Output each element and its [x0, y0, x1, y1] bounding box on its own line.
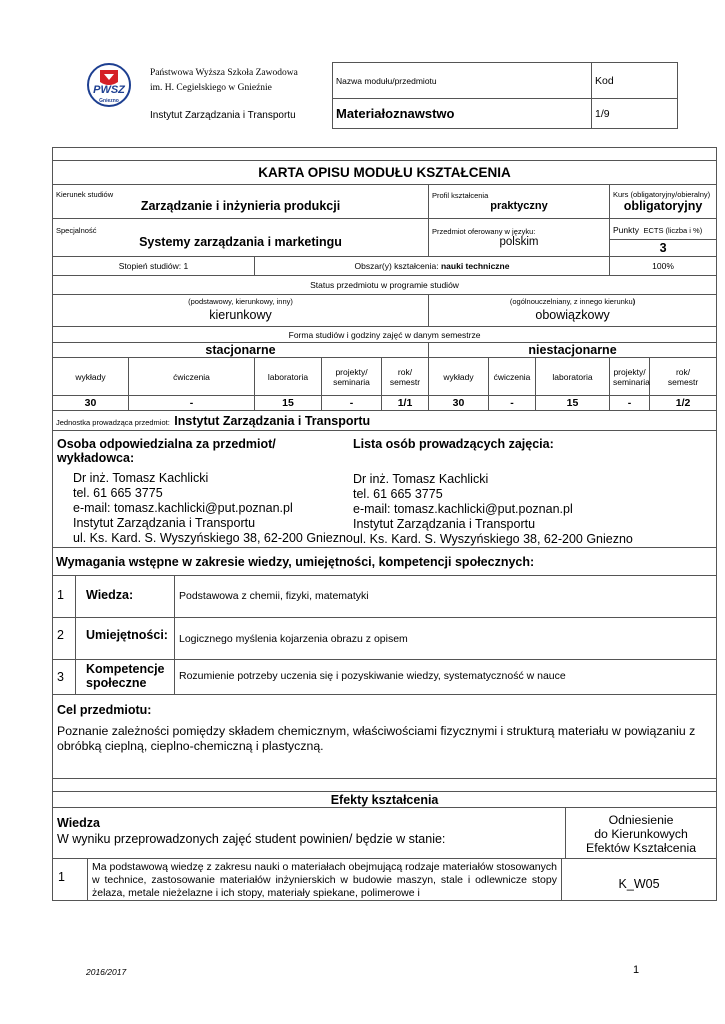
effect-number: 1	[53, 859, 88, 900]
requirement-text: Rozumienie potrzeby uczenia się i pozyskiwanie wiedzy, systematyczność w nauce	[179, 670, 566, 682]
teacher-line: Instytut Zarządzania i Transportu	[353, 517, 536, 531]
profile-value: praktyczny	[490, 200, 548, 212]
responsible-line: ul. Ks. Kard. S. Wyszyńskiego 38, 62-200 Gniezno	[73, 531, 353, 545]
profile-label: Profil kształcenia	[432, 191, 489, 200]
col-exercises-st: ćwiczenia	[129, 358, 255, 396]
module-card-table	[52, 147, 717, 901]
hours-year-nst: 1/2	[650, 396, 717, 411]
effect-row-1	[53, 859, 717, 901]
requirement-row-2	[53, 618, 717, 660]
status-right-cell	[429, 295, 717, 327]
responsible-line: Instytut Zarządzania i Transportu	[73, 516, 256, 530]
logo-subtext: Gniezno	[99, 98, 119, 104]
code-label: Kod	[592, 63, 678, 99]
responsible-title-line2: wykładowca:	[57, 451, 135, 465]
hours-lectures-st: 30	[53, 396, 129, 411]
status-left-cell	[53, 295, 429, 327]
goal-title: Cel przedmiotu:	[57, 703, 152, 717]
col-exercises-nst: ćwiczenia	[489, 358, 536, 396]
col-lectures-nst: wykłady	[429, 358, 489, 396]
hours-exercises-nst: -	[489, 396, 536, 411]
status-right-value: obowiązkowy	[535, 308, 610, 322]
course-type-value: obligatoryjny	[623, 199, 703, 213]
effect-reference: K_W05	[618, 877, 660, 891]
col-year-st: rok/ semestr	[382, 358, 429, 396]
col-projects-st: projekty/ seminaria	[322, 358, 382, 396]
area-cell	[255, 257, 610, 276]
reference-line: do Kierunkowych	[594, 827, 688, 841]
knowledge-header-row	[53, 808, 717, 859]
effect-text: Ma podstawową wiedzę z zakresu nauki o materiałach obejmującą rodzaje materiałów stosowanych w technice, zastosowanie materiałów inżynierskich w budowie maszyn, stale i odlewnicze stopy żelaza, metale nieżelazne i ich stopy, materiały spiekane, polimerowe i	[88, 859, 562, 900]
school-name-line2: im. H. Cegielskiego w Gnieźnie	[150, 83, 272, 93]
knowledge-title: Wiedza	[57, 816, 100, 830]
requirement-label-block	[76, 660, 175, 694]
ects-cell	[610, 219, 717, 257]
knowledge-sub: W wyniku przeprowadzonych zajęć student powinien/ będzie w stanie:	[57, 832, 446, 846]
footer-year: 2016/2017	[86, 967, 127, 977]
responsible-person-block	[57, 437, 353, 547]
requirement-row-3	[53, 660, 717, 695]
ects-label: Punkty	[613, 225, 639, 235]
module-header-table	[332, 62, 678, 129]
requirement-label: Umiejętności:	[76, 618, 175, 659]
requirement-number: 3	[53, 660, 76, 694]
language-cell	[429, 219, 610, 257]
course-type-label: Kurs (obligatoryjny/obieralny)	[613, 190, 711, 199]
degree-label: Stopień studiów: 1	[53, 257, 255, 276]
requirement-number: 2	[53, 618, 76, 659]
course-type-cell	[610, 185, 717, 219]
card-title: KARTA OPISU MODUŁU KSZTAŁCENIA	[53, 161, 717, 185]
goal-text: Poznanie zależności pomiędzy składem chemicznym, właściwościami fizycznymi i strukturą materiału w powiązaniu z obróbką cieplną, cieplno-chemiczną i plastyczną.	[57, 724, 696, 753]
teachers-title: Lista osób prowadzących zajęcia:	[353, 437, 554, 451]
field-of-study-cell	[53, 185, 429, 219]
responsible-line: Dr inż. Tomasz Kachlicki	[73, 471, 209, 485]
profile-cell	[429, 185, 610, 219]
reference-line: Efektów Kształcenia	[586, 841, 697, 855]
nonstationary-header: niestacjonarne	[429, 343, 717, 358]
field-of-study-label: Kierunek studiów	[56, 190, 114, 199]
specialty-label: Specjalność	[56, 226, 97, 235]
requirements-title: Wymagania wstępne w zakresie wiedzy, umiejętności, kompetencji społecznych:	[53, 548, 717, 576]
unit-label: Jednostka prowadząca przedmiot:	[56, 417, 170, 427]
language-label: Przedmiot oferowany w języku:	[432, 227, 536, 236]
specialty-value: Systemy zarządzania i marketingu	[139, 235, 342, 249]
area-label: Obszar(y) kształcenia:	[354, 261, 439, 271]
language-value: polskim	[499, 236, 539, 248]
teachers-block	[353, 437, 713, 547]
hours-labs-nst: 15	[536, 396, 610, 411]
hours-labs-st: 15	[255, 396, 322, 411]
status-title: Status przedmiotu w programie studiów	[53, 276, 717, 295]
requirement-label: Kompetencje	[86, 662, 165, 676]
col-year-nst: rok/ semestr	[650, 358, 717, 396]
specialty-cell	[53, 219, 429, 257]
status-right-label: (ogólnouczelniany, z innego kierunku	[509, 297, 633, 306]
effects-title: Efekty kształcenia	[53, 792, 717, 808]
responsible-line: tel. 61 665 3775	[73, 486, 163, 500]
teacher-line: e-mail: tomasz.kachlicki@put.poznan.pl	[353, 502, 573, 516]
requirement-number: 1	[53, 576, 76, 617]
hours-year-st: 1/1	[382, 396, 429, 411]
teacher-line: Dr inż. Tomasz Kachlicki	[353, 472, 489, 486]
requirement-text: Logicznego myślenia kojarzenia obrazu z opisem	[179, 633, 408, 645]
field-of-study-value: Zarządzanie i inżynieria produkcji	[140, 199, 341, 213]
stationary-header: stacjonarne	[53, 343, 429, 358]
reference-header	[566, 808, 716, 858]
forms-title: Forma studiów i godziny zajęć w danym semestrze	[53, 327, 717, 343]
code-value: 1/9	[592, 99, 678, 129]
teacher-line: tel. 61 665 3775	[353, 487, 443, 501]
goal-cell	[53, 695, 717, 779]
requirement-label-line2: społeczne	[86, 676, 147, 690]
status-left-value: kierunkowy	[209, 308, 272, 322]
module-name: Materiałoznawstwo	[333, 99, 592, 129]
logo-text: PWSZ	[93, 84, 125, 96]
hours-lectures-nst: 30	[429, 396, 489, 411]
hours-projects-st: -	[322, 396, 382, 411]
percent-value: 100%	[610, 257, 717, 276]
col-projects-nst: projekty/ seminaria	[610, 358, 650, 396]
requirement-label: Wiedza:	[76, 576, 175, 617]
footer-page-number: 1	[633, 964, 640, 976]
requirement-text: Podstawowa z chemii, fizyki, matematyki	[179, 590, 369, 602]
reference-line: Odniesienie	[608, 813, 674, 827]
persons-cell	[53, 431, 717, 548]
status-left-label: (podstawowy, kierunkowy, inny)	[188, 297, 293, 306]
school-name-line1: Państwowa Wyższa Szkoła Zawodowa	[150, 68, 298, 78]
col-labs-nst: laboratoria	[536, 358, 610, 396]
requirement-row-1	[53, 576, 717, 618]
institute-name: Instytut Zarządzania i Transportu	[150, 110, 296, 121]
responsible-title-line1: Osoba odpowiedzialna za przedmiot/	[57, 437, 276, 451]
pwsz-logo	[86, 62, 132, 108]
col-labs-st: laboratoria	[255, 358, 322, 396]
col-lectures-st: wykłady	[53, 358, 129, 396]
responsible-line: e-mail: tomasz.kachlicki@put.poznan.pl	[73, 501, 293, 515]
unit-value: Instytut Zarządzania i Transportu	[174, 413, 371, 428]
hours-exercises-st: -	[129, 396, 255, 411]
ects-value: 3	[659, 241, 667, 255]
hours-projects-nst: -	[610, 396, 650, 411]
unit-cell	[53, 411, 717, 431]
status-right-label-end: )	[632, 297, 636, 306]
area-value: nauki techniczne	[440, 261, 510, 271]
ects-label-small: ECTS (liczba i %)	[643, 226, 703, 235]
module-name-label: Nazwa modułu/przedmiotu	[333, 63, 592, 99]
teacher-line: ul. Ks. Kard. S. Wyszyńskiego 38, 62-200 Gniezno	[353, 532, 633, 546]
